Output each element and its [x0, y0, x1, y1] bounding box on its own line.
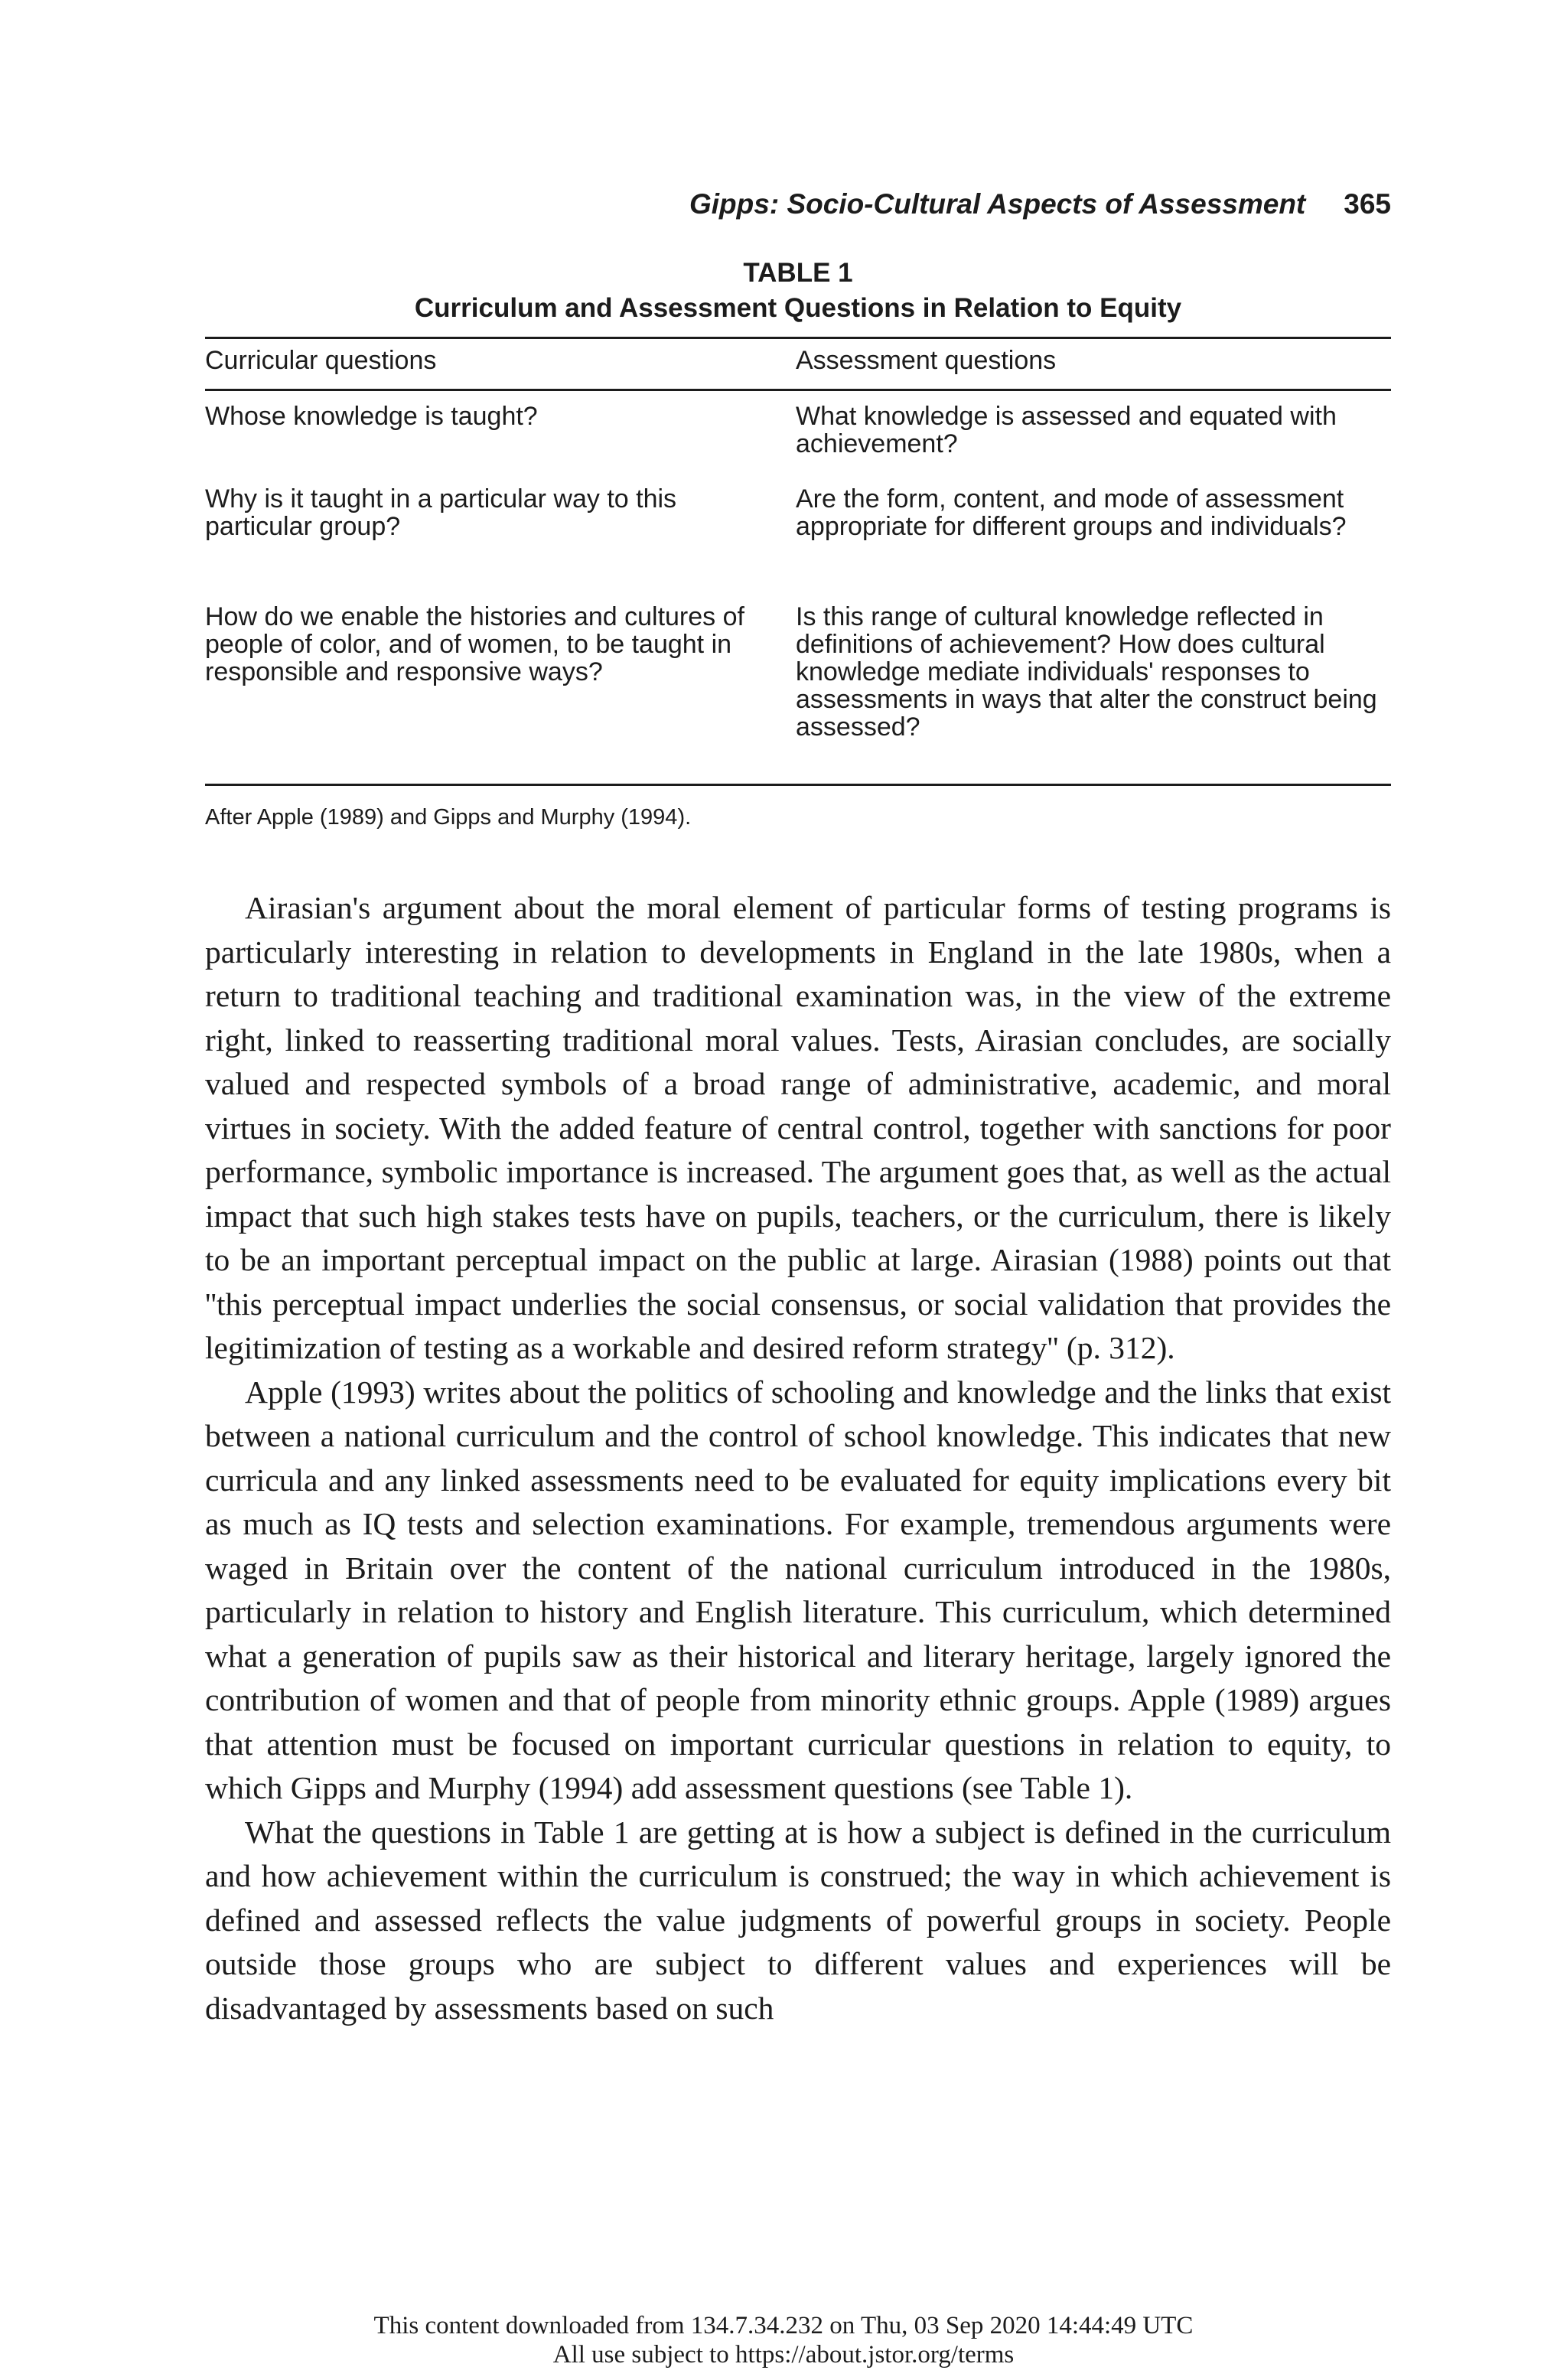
table-cell-assessment-1: What knowledge is assessed and equated with achievement?: [796, 402, 1337, 458]
table-top-rule: [205, 337, 1391, 339]
table-header-assessment: Assessment questions: [796, 346, 1057, 375]
body-paragraph: Apple (1993) writes about the politics of schooling and knowledge and the links that exist between a national curriculum and the control of school knowledge. This indicates that new curricula and any linked assessments need to be evaluated for equity implications every bit as much as IQ tests and selection examinations. For example, tremendous arguments were waged in Britain over the content of the national curriculum introduced in the 1980s, particularly in relation to history and English literature. This curriculum, which determined what a generation of pupils saw as their historical and literary heritage, largely ignored the contribution of women and that of people from minority ethnic groups. Apple (1989) argues that attention must be focused on important curricular questions in relation to equity, to which Gipps and Murphy (1994) add assessment questions (see Table 1).: [205, 1374, 1391, 1805]
table-label: TABLE 1: [743, 258, 853, 288]
footer-terms-line: All use subject to https://about.jstor.org/terms: [552, 2341, 1015, 2369]
table-cell-assessment-3: Is this range of cultural knowledge reflected in definitions of achievement? How does cultural knowledge mediate individuals' responses to assessments in ways that alter the construct being assessed?: [796, 602, 1377, 742]
table-note: After Apple (1989) and Gipps and Murphy (1994).: [205, 805, 692, 830]
running-head: [205, 188, 1391, 234]
body-text: [205, 886, 1391, 2030]
table-cell-curricular-3: How do we enable the histories and cultures of people of color, and of women, to be taught in responsible and responsive ways?: [205, 602, 744, 686]
table-cell-assessment-2: Are the form, content, and mode of assessment appropriate for different groups and individuals?: [796, 484, 1347, 541]
page-number: 365: [1344, 188, 1391, 220]
table-cell-curricular-2: Why is it taught in a particular way to this particular group?: [205, 484, 677, 541]
footer-download-line: This content downloaded from 134.7.34.232 on Thu, 03 Sep 2020 14:44:49 UTC: [373, 2312, 1194, 2339]
body-paragraph: What the questions in Table 1 are getting at is how a subject is defined in the curriculum and how achievement within the curriculum is construed; the way in which achievement is defined and assessed reflects the value judgments of powerful groups in society. People outside those groups who are subject to different values and experiences will be disadvantaged by assessments based on such: [205, 1814, 1391, 2026]
table-bottom-rule: [205, 784, 1391, 786]
table-title: Curriculum and Assessment Questions in Relation to Equity: [414, 293, 1182, 323]
table-cell-curricular-1: Whose knowledge is taught?: [205, 402, 538, 431]
table-header-curricular: Curricular questions: [205, 346, 437, 375]
table-caption: [205, 256, 1391, 326]
body-paragraph: Airasian's argument about the moral element of particular forms of testing programs is particularly interesting in relation to developments in England in the late 1980s, when a return to traditional teaching and traditional examination was, in the view of the extreme right, linked to reasserting traditional moral values. Tests, Airasian concludes, are socially valued and respected symbols of a broad range of administrative, academic, and moral virtues in society. With the added feature of central control, together with sanctions for poor performance, symbolic importance is increased. The argument goes that, as well as the actual impact that such high stakes tests have on pupils, teachers, or the curriculum, there is likely to be an important perceptual impact on the public at large. Airasian (1988) points out that ''this perceptual impact underlies the social consensus, or social validation that provides the legitimization of testing as a workable and desired reform strategy'' (p. 312).: [205, 890, 1391, 1365]
running-head-title: Gipps: Socio-Cultural Aspects of Assessment: [689, 188, 1306, 220]
table-header-rule: [205, 389, 1391, 391]
jstor-footer: [0, 2311, 1567, 2369]
